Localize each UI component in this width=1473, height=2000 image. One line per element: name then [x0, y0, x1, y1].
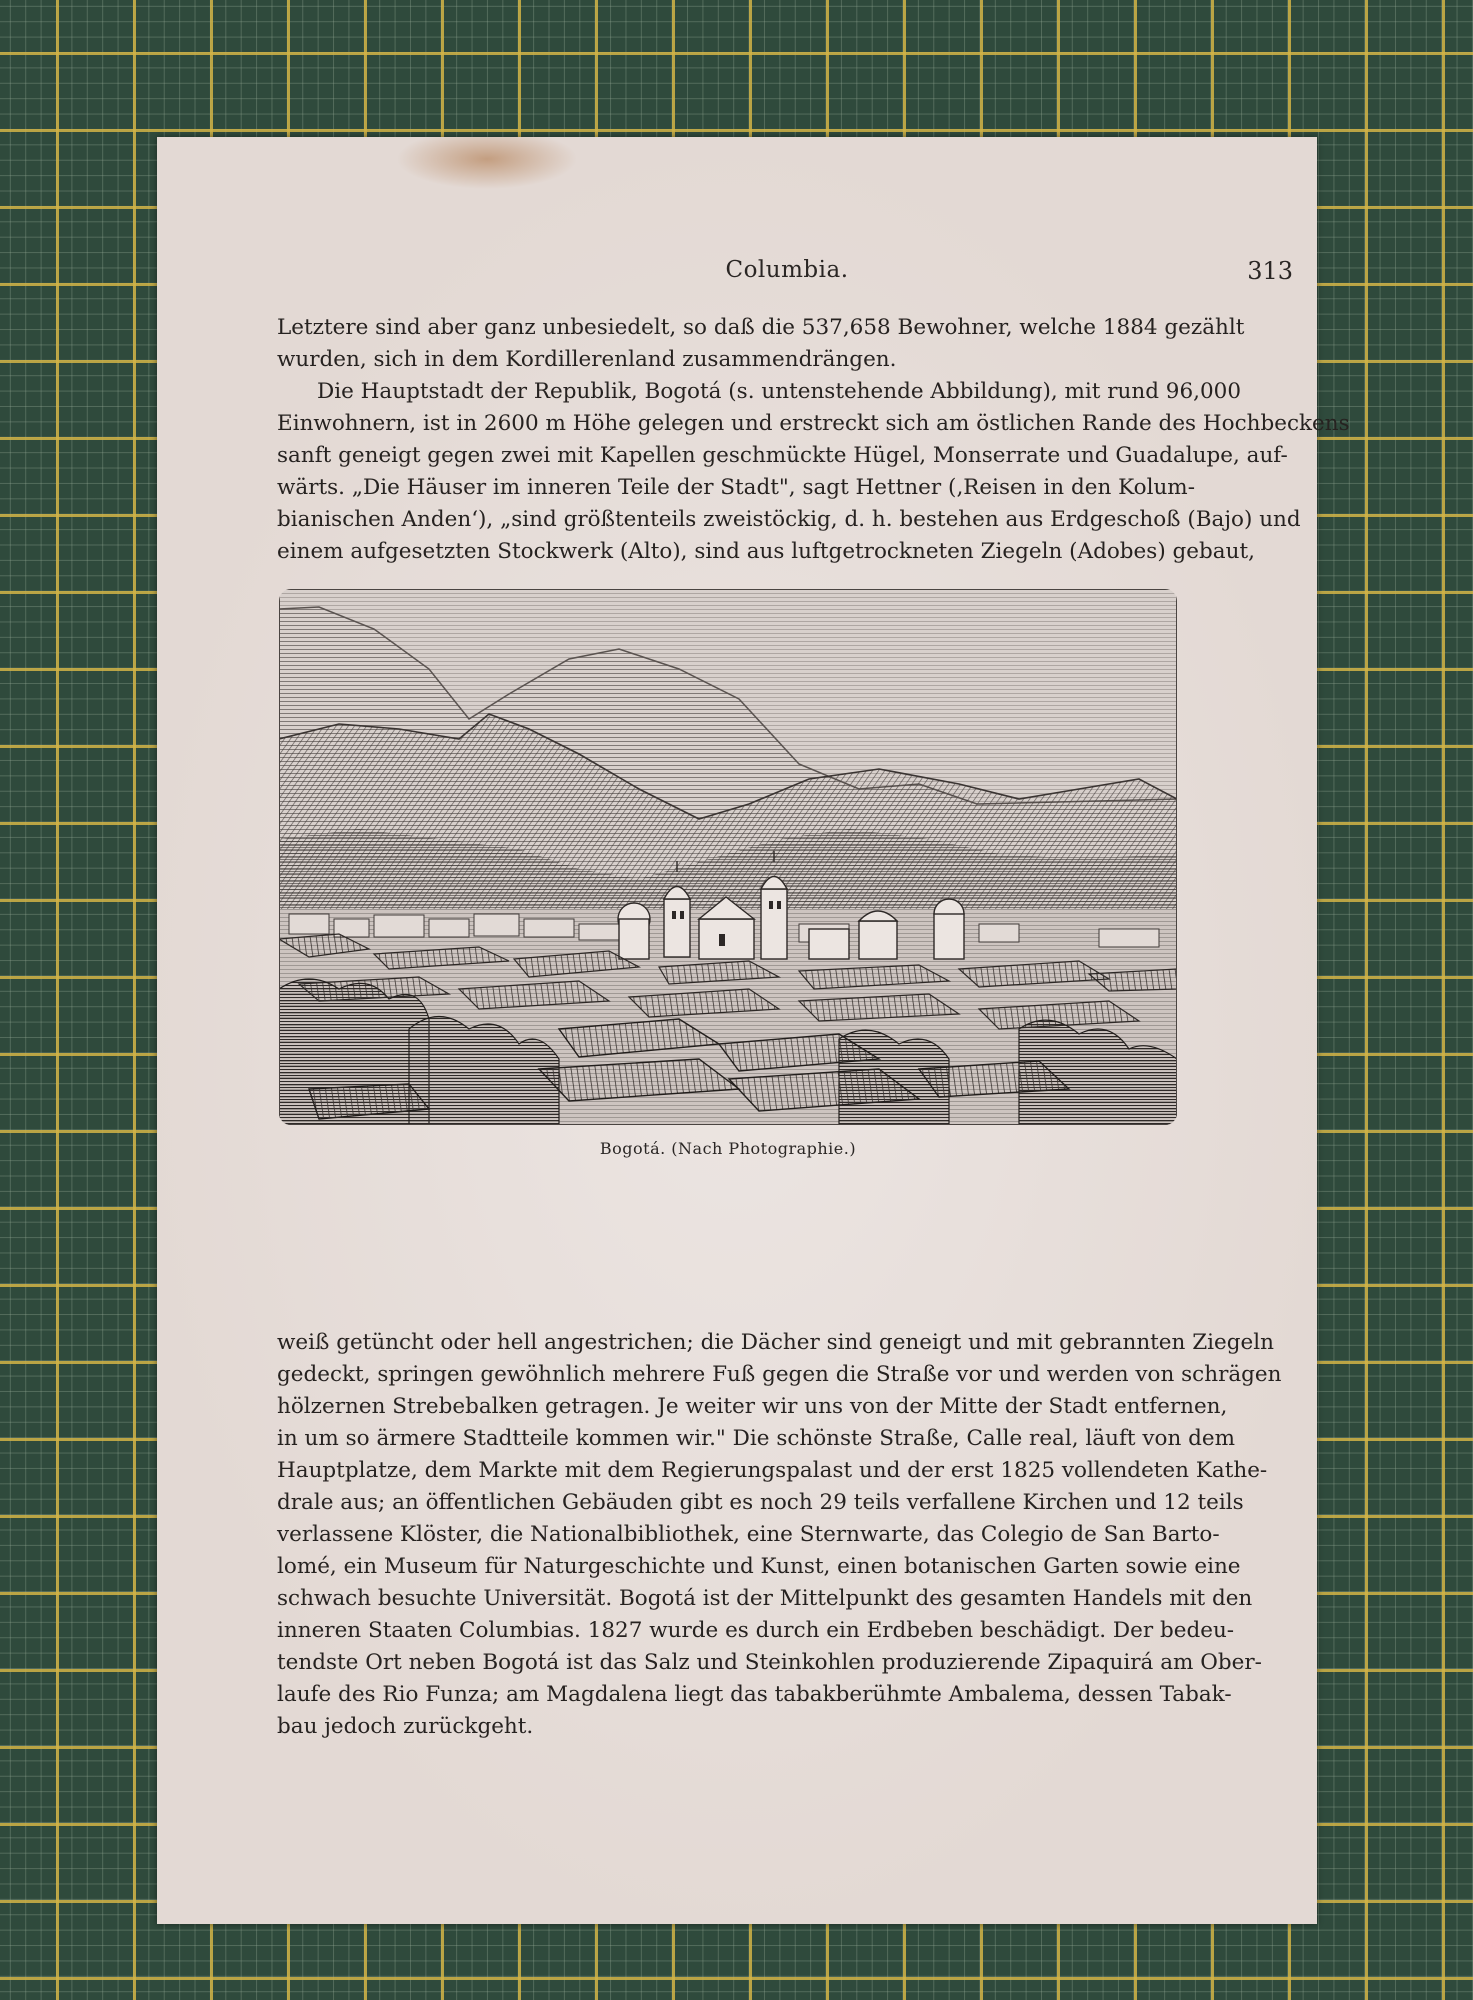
paragraph-top [277, 312, 1350, 568]
text-line: laufe des Rio Funza; am Magdalena liegt das tabakberühmte Ambalema, dessen Tabak- [277, 1682, 1232, 1707]
paragraph-bottom [277, 1327, 1282, 1743]
text-line: bianischen Anden‘), „sind größtenteils zweistöckig, d. h. bestehen aus Erdgeschoß (Bajo) und [277, 507, 1301, 532]
text-line: tendste Ort neben Bogotá ist das Salz und Steinkohlen produzierende Zipaquirá am Ober- [277, 1650, 1262, 1675]
text-line: weiß getüncht oder hell angestrichen; die Dächer sind geneigt und mit gebrannten Ziegeln [277, 1330, 1274, 1355]
text-line: Letztere sind aber ganz unbesiedelt, so daß die 537,658 Bewohner, welche 1884 gezählt [277, 315, 1245, 340]
text-line: Einwohnern, ist in 2600 m Höhe gelegen und erstreckt sich am östlichen Rande des Hochbeckens [277, 411, 1350, 436]
text-line: verlassene Klöster, die Nationalbibliothek, eine Sternwarte, das Colegio de San Barto- [277, 1522, 1220, 1547]
text-line: bau jedoch zurückgeht. [277, 1714, 534, 1739]
text-line: drale aus; an öffentlichen Gebäuden gibt es noch 29 teils verfallene Kirchen und 12 teils [277, 1490, 1244, 1515]
running-head [277, 257, 1297, 297]
book-page [157, 137, 1350, 1924]
text-line: inneren Staaten Columbias. 1827 wurde es durch ein Erdbeben beschädigt. Der bedeu- [277, 1618, 1235, 1643]
text-line: hölzernen Strebebalken getragen. Je weiter wir uns von der Mitte der Stadt entfernen, [277, 1394, 1228, 1419]
text-line: wärts. „Die Häuser im inneren Teile der Stadt", sagt Hettner (‚Reisen in den Kolum- [277, 475, 1195, 500]
text-line: sanft geneigt gegen zwei mit Kapellen geschmückte Hügel, Monserrate und Guadalupe, auf- [277, 443, 1288, 468]
text-line: Die Hauptstadt der Republik, Bogotá (s. untenstehende Abbildung), mit rund 96,000 [317, 379, 1242, 404]
text-line: gedeckt, springen gewöhnlich mehrere Fuß gegen die Straße vor und werden von schrägen [277, 1362, 1282, 1387]
text-line: einem aufgesetzten Stockwerk (Alto), sind aus luftgetrockneten Ziegeln (Adobes) gebaut, [277, 539, 1255, 564]
bogota-engraving [279, 589, 1177, 1125]
page-number: 313 [1247, 257, 1293, 285]
text-line: Hauptplatze, dem Markte mit dem Regierungspalast und der erst 1825 vollendeten Kathe- [277, 1458, 1268, 1483]
text-line: wurden, sich in dem Kordillerenland zusammendrängen. [277, 347, 897, 372]
text-line: in um so ärmere Stadtteile kommen wir." Die schönste Straße, Calle real, läuft von dem [277, 1426, 1236, 1451]
text-line: schwach besuchte Universität. Bogotá ist der Mittelpunkt des gesamten Handels mit den [277, 1586, 1253, 1611]
chapter-title: Columbia. [725, 257, 849, 283]
figure-caption: Bogotá. (Nach Photographie.) [599, 1139, 857, 1158]
text-line: lomé, ein Museum für Naturgeschichte und Kunst, einen botanischen Garten sowie eine [277, 1554, 1241, 1579]
